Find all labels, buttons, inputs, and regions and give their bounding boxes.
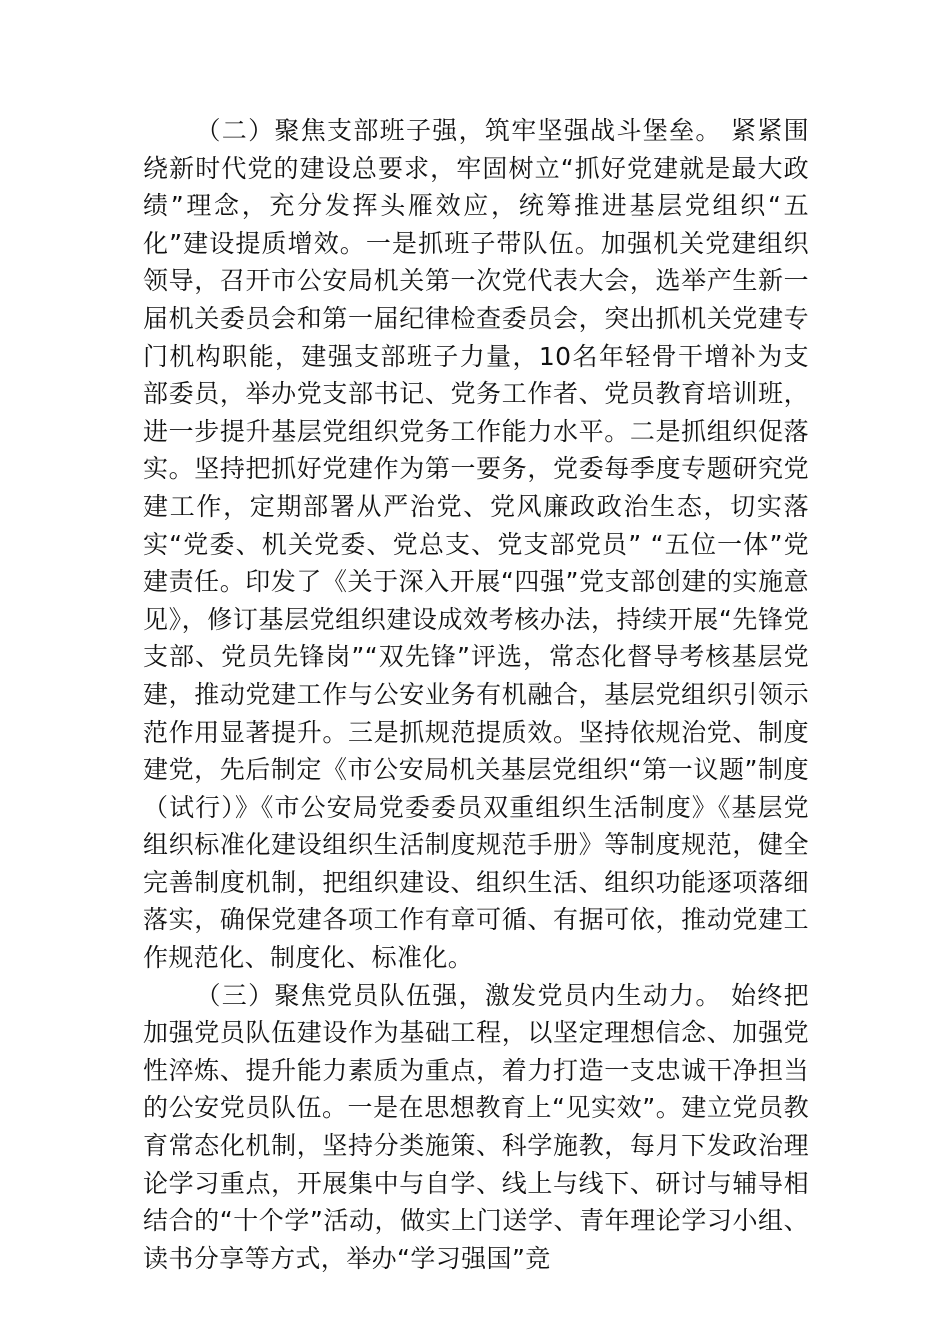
document-page (143, 112, 809, 1277)
paragraph-section-two: （二）聚焦支部班子强，筑牢坚强战斗堡垒。 紧紧围绕新时代党的建设总要求，牢固树立“抓好党建就是最大政绩”理念，充分发挥头雁效应，统筹推进基层党组织“五化”建设提质增效。一是抓班子带队伍。加强机关党建组织领导，召开市公安局机关第一次党代表大会，选举产生新一届机关委员会和第一届纪律检查委员会，突出抓机关党建专门机构职能，建强支部班子力量，10名年轻骨干增补为支部委员，举办党支部书记、党务工作者、党员教育培训班，进一步提升基层党组织党务工作能力水平。二是抓组织促落实。坚持把抓好党建作为第一要务，党委每季度专题研究党建工作，定期部署从严治党、党风廉政政治生态，切实落实“党委、机关党委、党总支、党支部党员” “五位一体”党建责任。印发了《关于深入开展“四强”党支部创建的实施意见》，修订基层党组织建设成效考核办法，持续开展“先锋党支部、党员先锋岗”“双先锋”评选，常态化督导考核基层党建，推动党建工作与公安业务有机融合，基层党组织引领示范作用显著提升。三是抓规范提质效。坚持依规治党、制度建党，先后制定《市公安局机关基层党组织“第一议题”制度（试行）》《市公安局党委委员双重组织生活制度》《基层党组织标准化建设组织生活制度规范手册》等制度规范，健全完善制度机制，把组织建设、组织生活、组织功能逐项落细落实，确保党建各项工作有章可循、有据可依，推动党建工作规范化、制度化、标准化。 (143, 116, 809, 973)
paragraph-section-three: （三）聚焦党员队伍强，激发党员内生动力。 始终把加强党员队伍建设作为基础工程，以坚定理想信念、加强党性淬炼、提升能力素质为重点，着力打造一支忠诚干净担当的公安党员队伍。一是在思想教育上“见实效”。建立党员教育常态化机制，坚持分类施策、科学施教，每月下发政治理论学习重点，开展集中与自学、线上与线下、研讨与辅导相结合的“十个学”活动，做实上门送学、青年理论学习小组、读书分享等方式，举办“学习强国”竞 (143, 980, 809, 1273)
